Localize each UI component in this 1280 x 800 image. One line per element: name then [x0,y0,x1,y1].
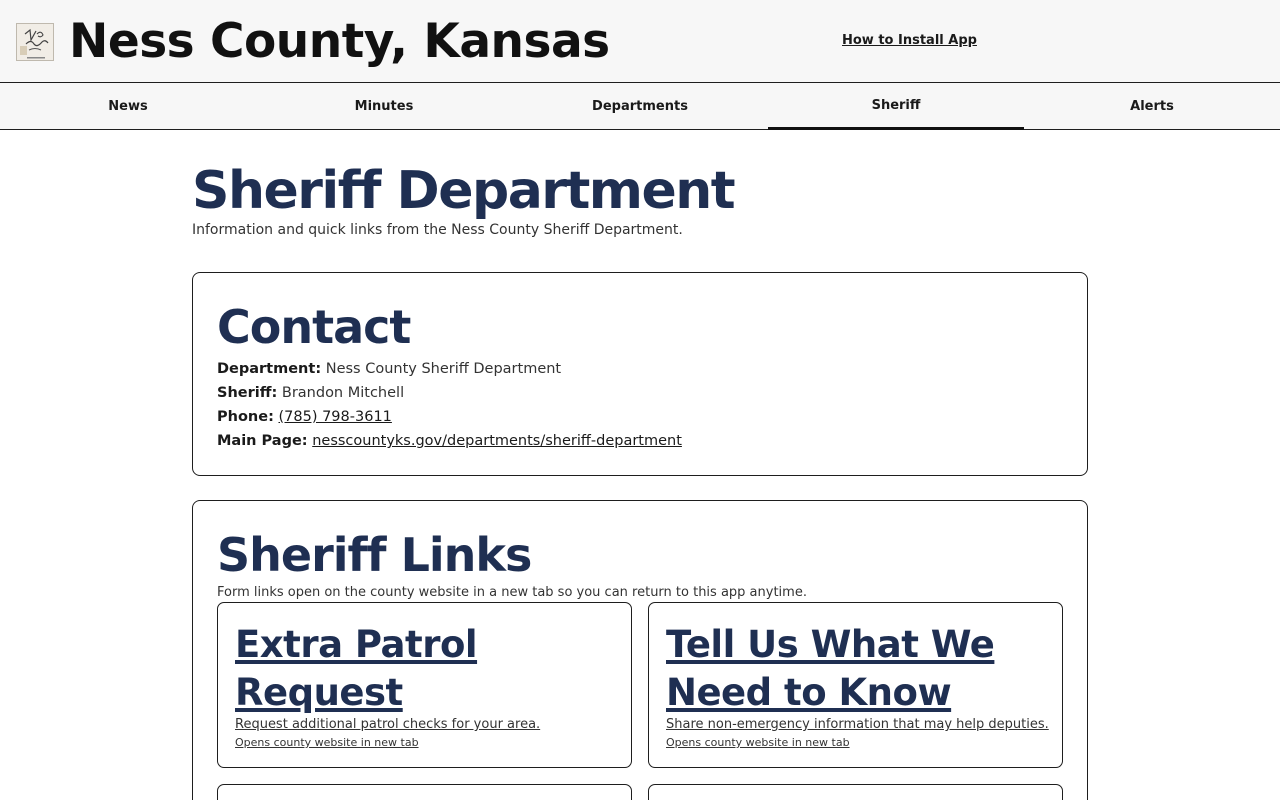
sheriff-links-title: Sheriff Links [217,528,532,582]
tab-minutes[interactable] [256,83,512,129]
phone-link[interactable]: (785) 798-3611 [278,409,392,425]
tile-description: Request additional patrol checks for your area. [235,717,541,732]
tile-description: Share non-emergency information that may help deputies. [666,717,1049,732]
tab-label: Sheriff [871,97,921,113]
contact-label: Phone: [217,409,274,425]
sheriff-links-description: Form links open on the county website in a new tab so you can return to this app anytime. [217,585,807,600]
tab-sheriff[interactable] [768,83,1024,129]
contact-label: Department: [217,361,322,377]
site-title: Ness County, Kansas [69,14,610,69]
link-tile-partial[interactable] [648,784,1063,800]
contact-label: Main Page: [217,433,308,449]
contact-title: Contact [217,300,411,354]
tile-note: Opens county website in new tab [666,736,850,749]
page-title: Sheriff Department [192,161,735,221]
tab-departments[interactable] [512,83,768,129]
link-tile-partial[interactable] [217,784,632,800]
county-seal-icon [17,24,54,61]
site-header [0,0,1280,83]
contact-card [192,272,1088,476]
main-content [192,130,1088,749]
tab-label: News [108,98,148,114]
tab-label: Departments [592,98,688,114]
tile-note: Opens county website in new tab [235,736,419,749]
contact-row-department [217,357,682,381]
main-tabs [0,83,1280,130]
tab-label: Alerts [1130,98,1174,114]
contact-list [217,357,682,453]
contact-row-main-page [217,429,682,453]
contact-value: Ness County Sheriff Department [325,361,562,377]
contact-row-phone [217,405,682,429]
link-tile-tell-us[interactable] [648,602,1063,768]
tile-title: Extra Patrol Request [235,623,478,714]
tab-news[interactable] [0,83,256,129]
link-tile-extra-patrol[interactable] [217,602,632,768]
contact-row-sheriff [217,381,682,405]
contact-label: Sheriff: [217,385,278,401]
county-logo[interactable] [16,23,54,61]
contact-value: Brandon Mitchell [281,385,405,401]
install-app-link[interactable]: How to Install App [842,33,977,48]
tile-title: Tell Us What We Need to Know [666,623,995,714]
tab-label: Minutes [354,98,414,114]
main-page-link[interactable]: nesscountyks.gov/departments/sheriff-department [312,433,682,449]
page-subtitle: Information and quick links from the Ness County Sheriff Department. [192,222,683,238]
sheriff-links-card [192,500,1088,800]
tab-alerts[interactable] [1024,83,1280,129]
